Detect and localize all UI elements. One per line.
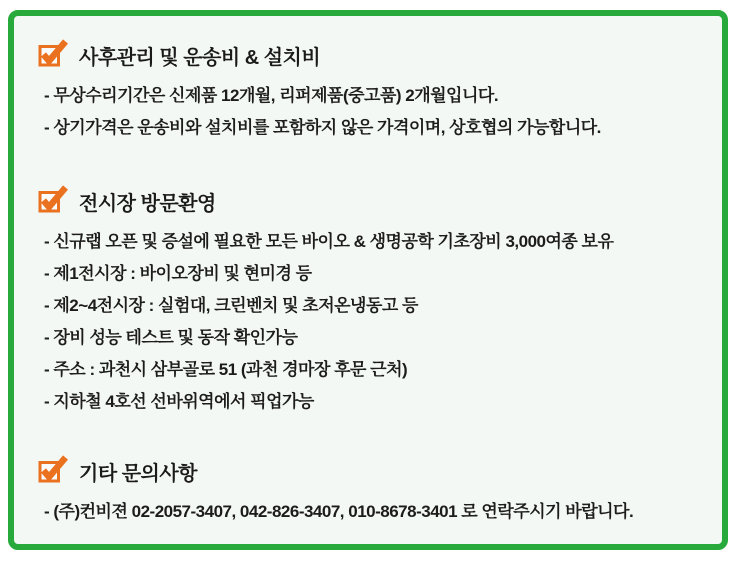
list-item: - 주소 : 과천시 삼부골로 51 (과천 경마장 후문 근처) xyxy=(44,360,408,379)
section-heading xyxy=(38,458,704,484)
section-heading xyxy=(38,188,704,214)
section-contact xyxy=(38,458,704,528)
checked-checkbox-icon xyxy=(38,455,68,483)
list-item: - 지하철 4호선 선바위역에서 픽업가능 xyxy=(44,392,314,411)
section-showroom xyxy=(38,188,704,418)
list-item: - 제1전시장 : 바이오장비 및 현미경 등 xyxy=(44,264,312,283)
list-item: - 제2~4전시장 : 실험대, 크린벤치 및 초저온냉동고 등 xyxy=(44,296,418,315)
section-items xyxy=(44,226,704,418)
section-title: 기타 문의사항 xyxy=(79,462,197,485)
list-item: - 신규랩 오픈 및 증설에 필요한 모든 바이오 & 생명공학 기초장비 3,000여종 보유 xyxy=(44,232,614,251)
section-items xyxy=(44,80,704,144)
section-heading xyxy=(38,42,704,68)
section-items xyxy=(44,496,704,528)
section-aftercare xyxy=(38,42,704,144)
list-item: - 상기가격은 운송비와 설치비를 포함하지 않은 가격이며, 상호협의 가능합니다. xyxy=(44,118,601,137)
list-item: - 장비 성능 테스트 및 동작 확인가능 xyxy=(44,328,298,347)
section-title: 전시장 방문환영 xyxy=(79,192,216,215)
checked-checkbox-icon xyxy=(38,185,68,213)
notice-board xyxy=(8,10,728,550)
list-item: - 무상수리기간은 신제품 12개월, 리퍼제품(중고품) 2개월입니다. xyxy=(44,86,499,105)
section-title: 사후관리 및 운송비 & 설치비 xyxy=(79,46,321,69)
checked-checkbox-icon xyxy=(38,39,68,67)
list-item: - (주)컨비젼 02-2057-3407, 042-826-3407, 010-8678-3401 로 연락주시기 바랍니다. xyxy=(44,502,634,521)
